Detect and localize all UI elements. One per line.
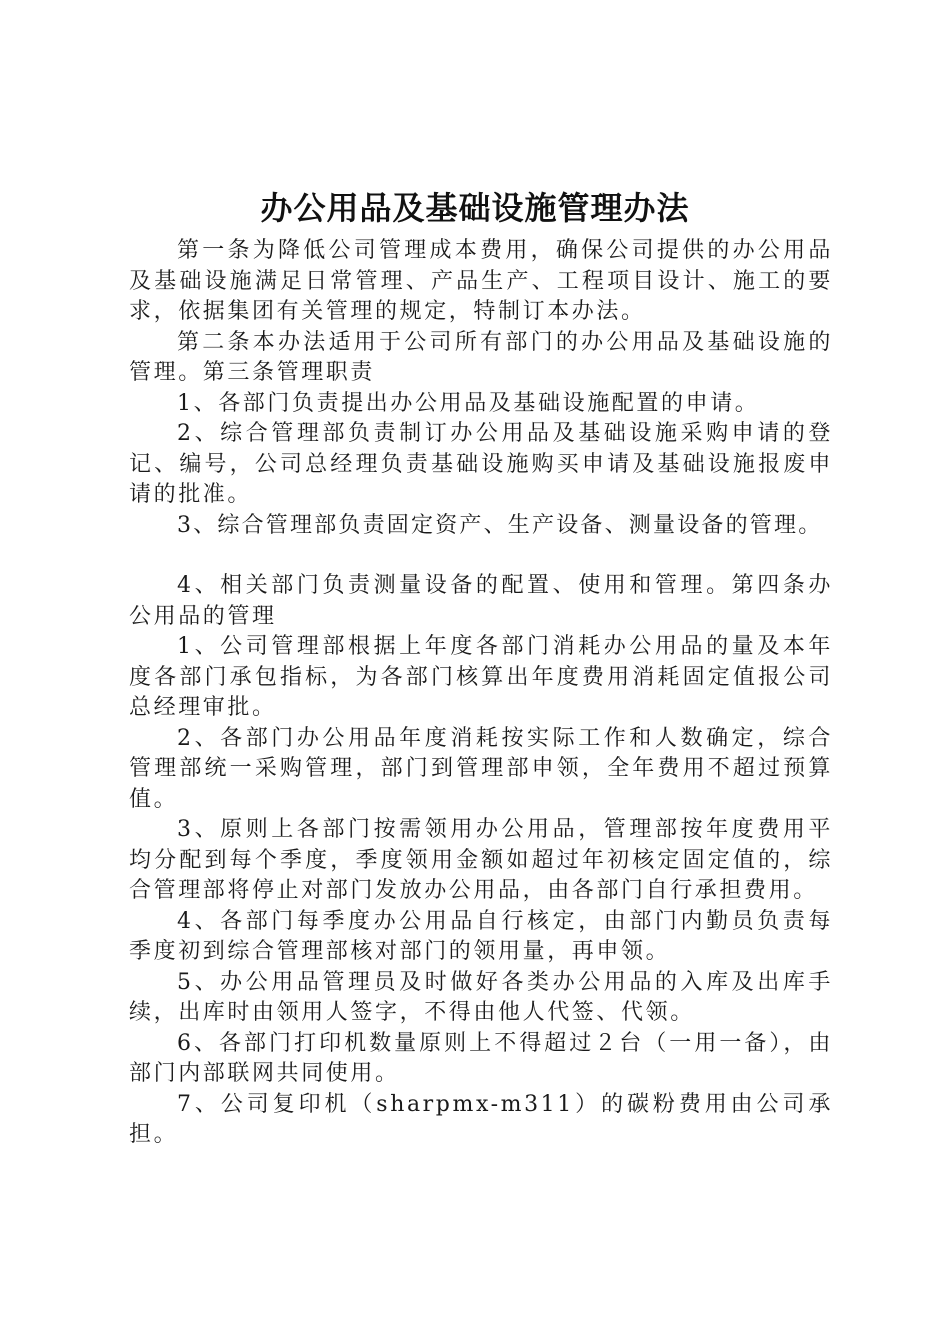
paragraph-supplies-2: 2、各部门办公用品年度消耗按实际工作和人数确定，综合管理部统一采购管理，部门到管理部申领，全年费用不超过预算值。: [129, 725, 833, 812]
paragraph-article-2: 第二条本办法适用于公司所有部门的办公用品及基础设施的管理。第三条管理职责: [129, 329, 833, 385]
paragraph-article-1: 第一条为降低公司管理成本费用，确保公司提供的办公用品及基础设施满足日常管理、产品生产、工程项目设计、施工的要求，依据集团有关管理的规定，特制订本办法。: [129, 238, 833, 324]
paragraph-supplies-4: 4、各部门每季度办公用品自行核定，由部门内勤员负责每季度初到综合管理部核对部门的领用量，再申领。: [129, 908, 833, 964]
paragraph-supplies-5: 5、办公用品管理员及时做好各类办公用品的入库及出库手续，出库时由领用人签字，不得由他人代签、代领。: [129, 969, 833, 1025]
paragraph-duty-4: 4、相关部门负责测量设备的配置、使用和管理。第四条办公用品的管理: [129, 573, 833, 629]
paragraph-duty-2: 2、综合管理部负责制订办公用品及基础设施采购申请的登记、编号，公司总经理负责基础设施购买申请及基础设施报废申请的批准。: [129, 421, 833, 507]
paragraph-duty-3: 3、综合管理部负责固定资产、生产设备、测量设备的管理。: [177, 512, 823, 538]
paragraph-supplies-6: 6、各部门打印机数量原则上不得超过２台（一用一备），由部门内部联网共同使用。: [129, 1030, 833, 1086]
document-title: 办公用品及基础设施管理办法: [260, 189, 690, 227]
paragraph-duty-1: 1、各部门负责提出办公用品及基础设施配置的申请。: [177, 390, 760, 416]
paragraph-supplies-3: 3、原则上各部门按需领用办公用品，管理部按年度费用平均分配到每个季度，季度领用金额如超过年初核定固定值的，综合管理部将停止对部门发放办公用品，由各部门自行承担费用。: [129, 817, 833, 903]
paragraph-supplies-1: 1、公司管理部根据上年度各部门消耗办公用品的量及本年度各部门承包指标，为各部门核算出年度费用消耗固定值报公司总经理审批。: [129, 634, 833, 720]
document-body: [129, 236, 833, 1151]
paragraph-supplies-7: 7、公司复印机（sharpmx-m311）的碳粉费用由公司承担。: [129, 1091, 833, 1147]
